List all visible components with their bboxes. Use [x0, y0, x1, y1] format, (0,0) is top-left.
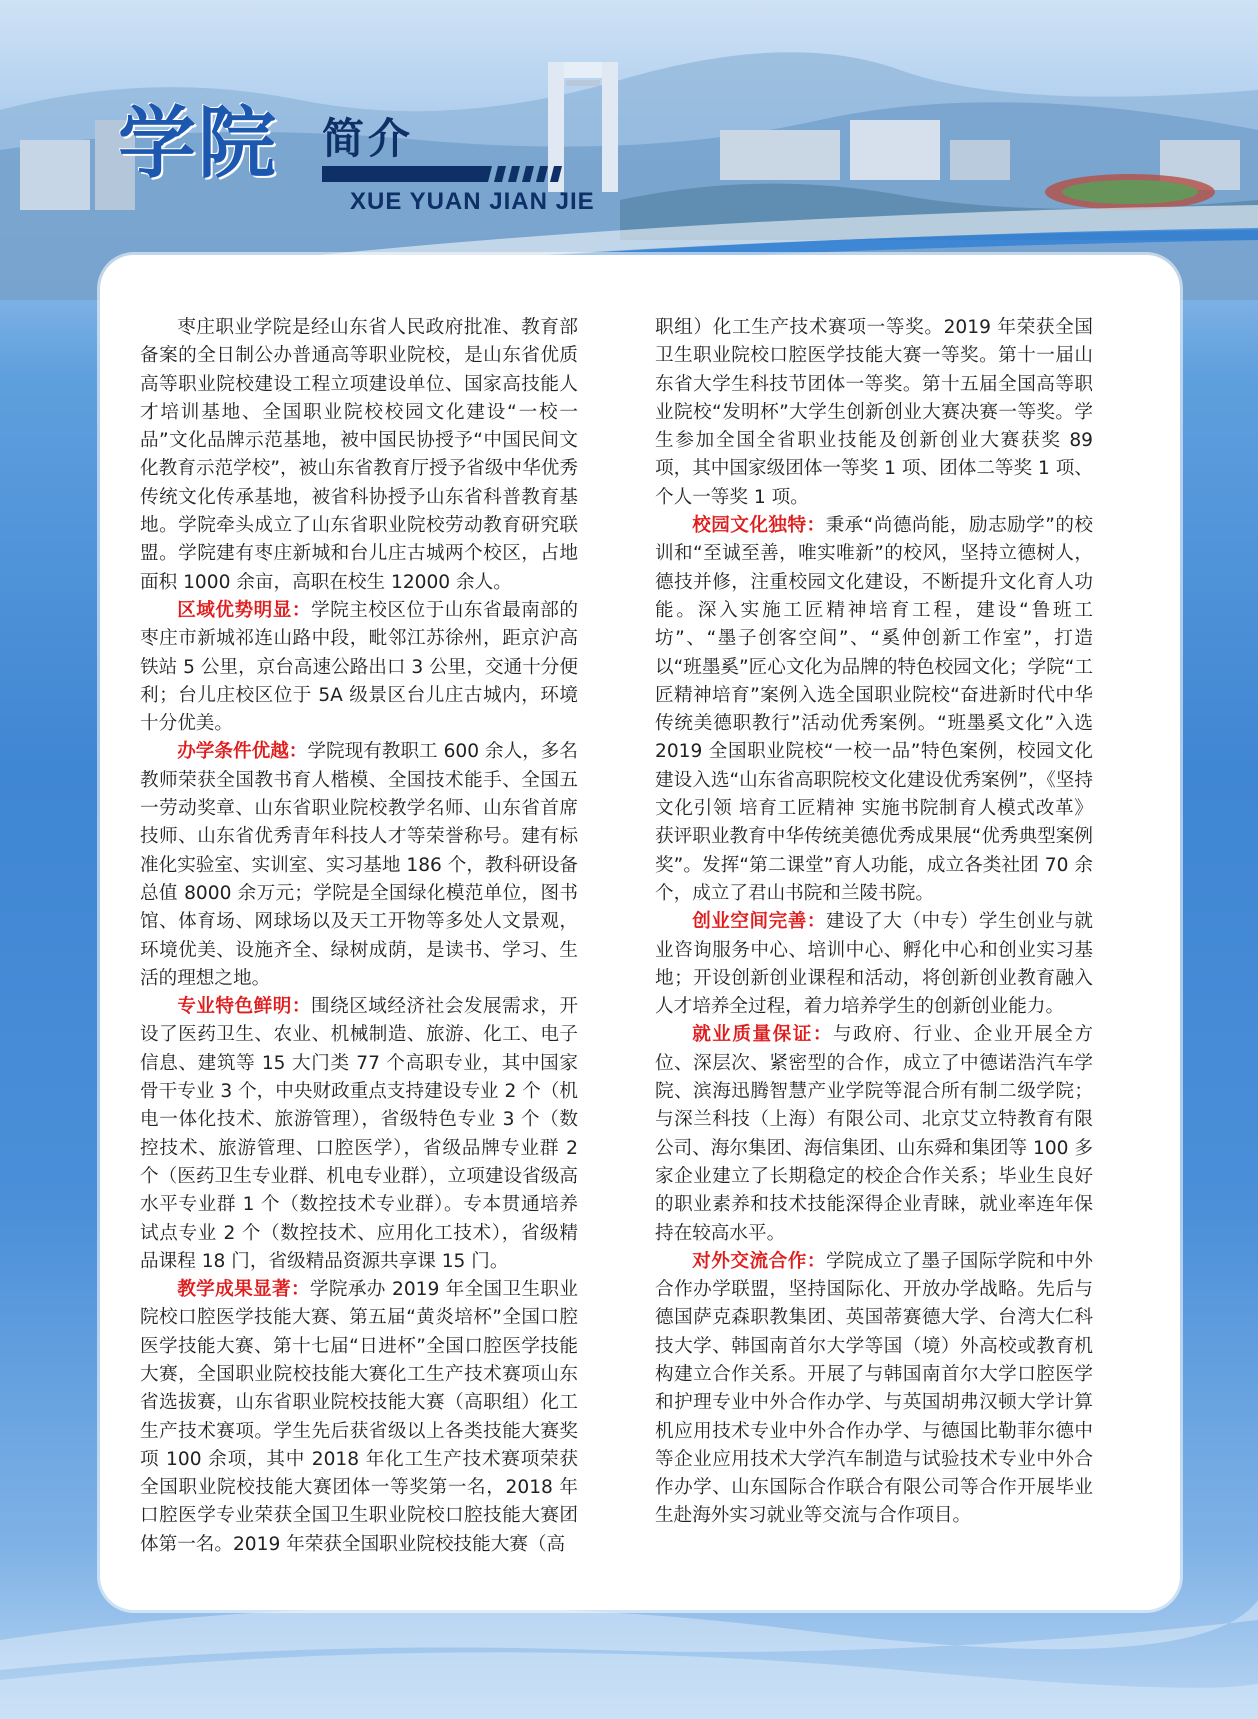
- section-majors: [140, 993, 578, 1276]
- section-text: 秉承“尚德尚能，励志励学”的校训和“至诚至善，唯实唯新”的校风，坚持立德树人，德技并修，注重校园文化建设，不断提升文化育人功能。深入实施工匠精神培育工程，建设“鲁班工坊”、“墨子创客空间”、“奚仲创新工作室”，打造以“班墨奚”匠心文化为品牌的特色校园文化；学院“工匠精神培育”案例入选全国职业院校“奋进新时代中华传统美德职教行”活动优秀案例。“班墨奚文化”入选 2019 全国职业院校“一校一品”特色案例，校园文化建设入选“山东省高职院校文化建设优秀案例”，《坚持文化引领 培育工匠精神 实施书院制育人模式改革》获评职业教育中华传统美德优秀成果展“优秀典型案例奖”。发挥“第二课堂”育人功能，成立各类社团 70 余个，成立了君山书院和兰陵书院。: [655, 515, 1093, 904]
- section-text: 学院承办 2019 年全国卫生职业院校口腔医学技能大赛、第五届“黄炎培杯”全国口腔医学技能大赛、第十七届“日进杯”全国口腔医学技能大赛，全国职业院校技能大赛化工生产技术赛项山东省选拔赛，山东省职业院校技能大赛（高职组）化工生产技术赛项。学生先后获省级以上各类技能大赛奖项 100 余项，其中 2018 年化工生产技术赛项荣获全国职业院校技能大赛团体一等奖第一名，2018 年口腔医学专业荣获全国卫生职业院校口腔技能大赛团体第一名。2019 年荣获全国职业院校技能大赛（高: [140, 1279, 578, 1555]
- section-heading: 校园文化独特：: [692, 515, 826, 537]
- left-column: [140, 314, 578, 1559]
- section-heading: 专业特色鲜明：: [177, 996, 311, 1018]
- section-heading: 办学条件优越：: [177, 741, 308, 763]
- section-heading: 就业质量保证：: [692, 1024, 833, 1046]
- page-title: 学院: [118, 98, 279, 189]
- teaching-achievements-continued: 职组）化工生产技术赛项一等奖。2019 年荣获全国卫生职业院校口腔医学技能大赛一等奖。第十一届山东省大学生科技节团体一等奖。第十五届全国高等职业院校“发明杯”大学生创新创业大赛决赛一等奖。学生参加全国全省职业技能及创新创业大赛获奖 89 项，其中国家级团体一等奖 1 项、团体二等奖 1 项、个人一等奖 1 项。: [655, 317, 1093, 508]
- section-text: 与政府、行业、企业开展全方位、深层次、紧密型的合作，成立了中德诺浩汽车学院、滨海迅腾智慧产业学院等混合所有制二级学院；与深兰科技（上海）有限公司、北京艾立特教育有限公司、海尔集团、海信集团、山东舜和集团等 100 多家企业建立了长期稳定的校企合作关系；毕业生良好的职业素养和技术技能深得企业青睐，就业率连年保持在较高水平。: [655, 1024, 1093, 1244]
- section-teaching-achievements: [140, 1276, 578, 1559]
- bottom-glow-decoration: [0, 1560, 1258, 1719]
- section-text: 学院成立了墨子国际学院和中外合作办学联盟，坚持国际化、开放办学战略。先后与德国萨克森职教集团、英国蒂赛德大学、台湾大仁科技大学、韩国南首尔大学等国（境）外高校或教育机构建立合作关系。开展了与韩国南首尔大学口腔医学和护理专业中外合作办学、与英国胡弗汉顿大学计算机应用技术专业中外合作办学、与德国比勒菲尔德中等企业应用技术大学汽车制造与试验技术专业中外合作办学、山东国际合作联合有限公司等合作开展毕业生赴海外实习就业等交流与合作项目。: [655, 1250, 1093, 1527]
- section-campus-culture: [655, 512, 1093, 908]
- title-stripe-decoration: [322, 166, 572, 182]
- section-entrepreneurship: [655, 908, 1093, 1021]
- section-heading: 教学成果显著：: [177, 1279, 310, 1301]
- right-column: [655, 314, 1093, 1531]
- light-wave-decoration: [0, 1560, 1258, 1719]
- section-text: 建设了大（中专）学生创业与就业咨询服务中心、培训中心、孵化中心和创业实习基地；开设创新创业课程和活动，将创新创业教育融入人才培养全过程，着力培养学生的创新创业能力。: [655, 911, 1093, 1018]
- intro-paragraph: 枣庄职业学院是经山东省人民政府批准、教育部备案的全日制公办普通高等职业院校，是山东省优质高等职业院校建设工程立项建设单位、国家高技能人才培训基地、全国职业院校校园文化建设“一校一品”文化品牌示范基地，被中国民协授予“中国民间文化教育示范学校”，被山东省教育厅授予省级中华优秀传统文化传承基地，被省科协授予山东省科普教育基地。学院牵头成立了山东省职业院校劳动教育研究联盟。学院建有枣庄新城和台儿庄古城两个校区，占地面积 1000 余亩，高职在校生 12000 余人。: [140, 317, 578, 593]
- section-school-conditions: [140, 738, 578, 993]
- title-pinyin: XUE YUAN JIAN JIE: [350, 188, 595, 215]
- section-heading: 区域优势明显：: [177, 599, 311, 621]
- section-employment: [655, 1021, 1093, 1247]
- section-text: 围绕区域经济社会发展需求，开设了医药卫生、农业、机械制造、旅游、化工、电子信息、建筑等 15 大门类 77 个高职专业，其中国家骨干专业 3 个，中央财政重点支持建设专业 2 个（机电一体化技术、旅游管理），省级特色专业 3 个（数控技术、旅游管理、口腔医学），省级品牌专业群 2 个（医药卫生专业群、机电专业群），立项建设省级高水平专业群 1 个（数控技术专业群）。专本贯通培养试点专业 2 个（数控技术、应用化工技术），省级精品课程 18 门，省级精品资源共享课 15 门。: [140, 996, 578, 1272]
- section-international: [655, 1248, 1093, 1531]
- section-regional-advantage: [140, 597, 578, 738]
- page-subtitle: 简介: [322, 114, 415, 163]
- section-text: 学院主校区位于山东省最南部的枣庄市新城祁连山路中段，毗邻江苏徐州，距京沪高铁站 5 公里，京台高速公路出口 3 公里，交通十分便利；台儿庄校区位于 5A 级景区台儿庄古城内，环境十分优美。: [140, 599, 578, 735]
- section-heading: 对外交流合作：: [692, 1250, 826, 1272]
- section-text: 学院现有教职工 600 余人，多名教师荣获全国教书育人楷模、全国技术能手、全国五一劳动奖章、山东省职业院校教学名师、山东省首席技师、山东省优秀青年科技人才等荣誉称号。建有标准化实验室、实训室、实习基地 186 个，教科研设备总值 8000 余万元；学院是全国绿化模范单位，图书馆、体育场、网球场以及天工开物等多处人文景观，环境优美、设施齐全、绿树成荫，是读书、学习、生活的理想之地。: [140, 741, 578, 989]
- section-heading: 创业空间完善：: [692, 911, 826, 933]
